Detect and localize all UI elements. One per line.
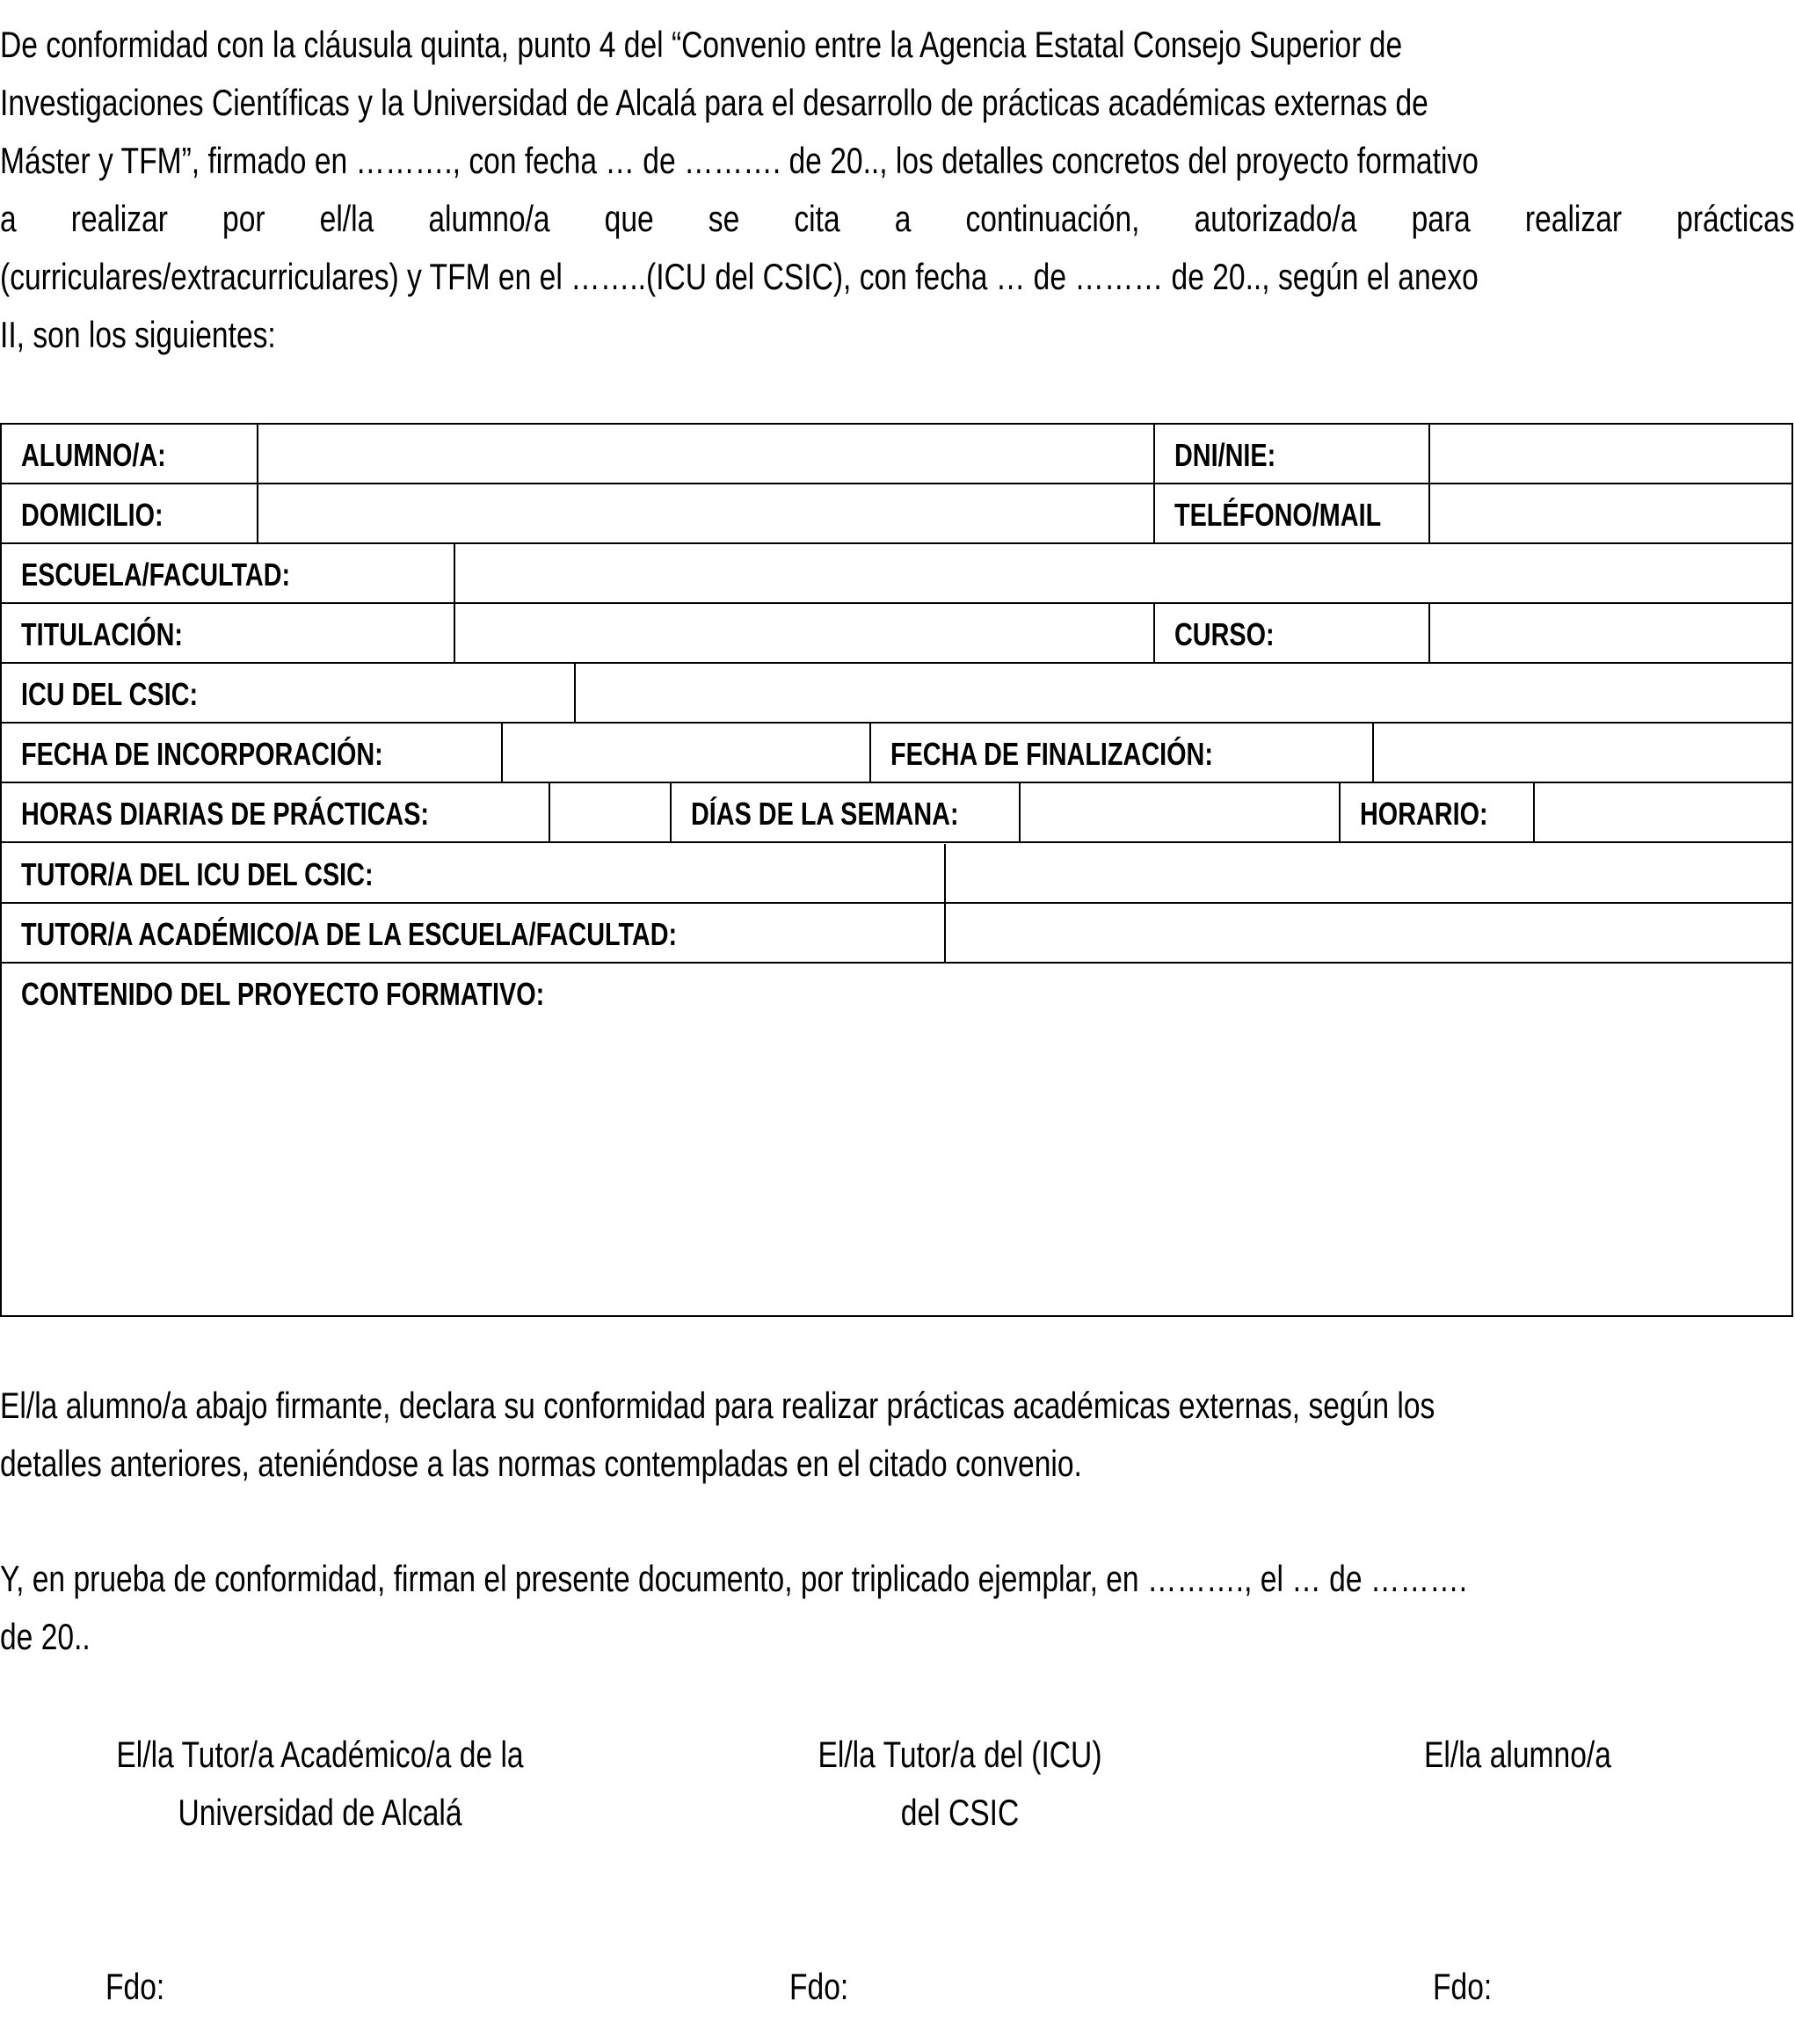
- intro-line: Investigaciones Científicas y la Universidad de Alcalá para el desarrollo de prácticas académicas externas de: [0, 82, 1428, 123]
- domicilio-label: DOMICILIO:: [21, 497, 164, 533]
- proof-paragraph: [0, 1550, 1795, 1666]
- horario-field[interactable]: [1533, 783, 1793, 841]
- signature-title-line2: del CSIC: [900, 1792, 1020, 1833]
- fecha-fin-label: FECHA DE FINALIZACIÓN:: [890, 736, 1213, 772]
- signature-fdo-icu-tutor: Fdo:: [789, 1966, 849, 2007]
- proof-line: Y, en prueba de conformidad, firman el presente documento, por triplicado ejemplar, en ………., el … de ……….: [0, 1558, 1468, 1599]
- label-cell-horas: [2, 783, 549, 841]
- label-cell-telefono: [1153, 484, 1428, 542]
- telefono-label: TELÉFONO/MAIL: [1174, 497, 1382, 533]
- tutor-icu-field[interactable]: [944, 844, 1793, 902]
- intro-line: II, son los siguientes:: [0, 314, 276, 355]
- declaration-paragraph: [0, 1377, 1795, 1493]
- titulacion-label: TITULACIÓN:: [21, 616, 183, 652]
- dias-field[interactable]: [1019, 783, 1339, 841]
- signature-fdo-academic-tutor: Fdo:: [105, 1966, 165, 2007]
- label-cell-domicilio: [2, 484, 257, 542]
- declaration-line: detalles anteriores, ateniéndose a las normas contempladas en el citado convenio.: [0, 1443, 1082, 1484]
- dni-label: DNI/NIE:: [1174, 437, 1276, 473]
- intro-paragraph: [0, 16, 1795, 364]
- tutor-icu-label: TUTOR/A DEL ICU DEL CSIC:: [21, 856, 374, 892]
- label-cell-icu: [2, 664, 574, 722]
- intro-line: (curriculares/extracurriculares) y TFM en el ……..(ICU del CSIC), con fecha … de ……… de 20.., según el anexo: [0, 256, 1479, 297]
- escuela-field[interactable]: [454, 544, 1793, 602]
- label-cell-alumno: [2, 425, 257, 483]
- fecha-inicio-field[interactable]: [501, 724, 869, 782]
- row-tutor-academico: [2, 904, 1791, 964]
- row-tutor-icu: [2, 844, 1791, 904]
- icu-field[interactable]: [574, 664, 1793, 722]
- label-cell-curso: [1153, 604, 1428, 662]
- proof-line: de 20..: [0, 1616, 91, 1657]
- horario-label: HORARIO:: [1360, 796, 1488, 832]
- label-cell-tutor-academico: [2, 904, 944, 962]
- intro-line: De conformidad con la cláusula quinta, punto 4 del “Convenio entre la Agencia Estatal Consejo Superior de: [0, 24, 1403, 65]
- horas-label: HORAS DIARIAS DE PRÁCTICAS:: [21, 796, 430, 832]
- row-titulacion: [2, 604, 1791, 664]
- signature-icu-tutor: [784, 1726, 1136, 1842]
- telefono-field[interactable]: [1428, 484, 1793, 542]
- curso-field[interactable]: [1428, 604, 1793, 662]
- label-cell-tutor-icu: [2, 844, 944, 902]
- tutor-academico-label: TUTOR/A ACADÉMICO/A DE LA ESCUELA/FACULTAD:: [21, 916, 678, 952]
- signature-title-line1: El/la Tutor/a del (ICU): [818, 1734, 1102, 1775]
- dni-field[interactable]: [1428, 425, 1793, 483]
- row-alumno: [2, 425, 1791, 484]
- fecha-fin-field[interactable]: [1372, 724, 1793, 782]
- signature-title-line1: El/la Tutor/a Académico/a de la: [116, 1734, 524, 1775]
- label-cell-fecha-inicio: [2, 724, 501, 782]
- label-cell-escuela: [2, 544, 454, 602]
- contenido-field[interactable]: [2, 964, 1791, 1317]
- signature-title-line1: El/la alumno/a: [1424, 1734, 1611, 1775]
- alumno-field[interactable]: [257, 425, 1153, 483]
- fecha-inicio-label: FECHA DE INCORPORACIÓN:: [21, 736, 383, 772]
- signature-academic-tutor: [67, 1726, 573, 1842]
- row-horas: [2, 783, 1791, 843]
- declaration-line: El/la alumno/a abajo firmante, declara su conformidad para realizar prácticas académicas externas, según los: [0, 1385, 1435, 1426]
- contenido-label: CONTENIDO DEL PROYECTO FORMATIVO:: [21, 976, 545, 1012]
- label-cell-dias: [670, 783, 1019, 841]
- row-fechas: [2, 724, 1791, 783]
- domicilio-field[interactable]: [257, 484, 1153, 542]
- practice-details-table: [0, 423, 1793, 1317]
- dias-label: DÍAS DE LA SEMANA:: [691, 796, 959, 832]
- intro-line: a realizar por el/la alumno/a que se cita a continuación, autorizado/a para realizar prácticas: [0, 198, 1795, 239]
- titulacion-field[interactable]: [454, 604, 1153, 662]
- label-cell-titulacion: [2, 604, 454, 662]
- signature-fdo-student: Fdo:: [1433, 1966, 1493, 2007]
- escuela-label: ESCUELA/FACULTAD:: [21, 556, 291, 593]
- horas-field[interactable]: [549, 783, 670, 841]
- row-domicilio: [2, 484, 1791, 544]
- row-escuela: [2, 544, 1791, 604]
- intro-line: Máster y TFM”, firmado en ………., con fecha … de ………. de 20.., los detalles concretos del proyecto formativo: [0, 140, 1479, 181]
- tutor-academico-field[interactable]: [944, 904, 1793, 962]
- icu-label: ICU DEL CSIC:: [21, 676, 199, 712]
- label-cell-dni: [1153, 425, 1428, 483]
- alumno-label: ALUMNO/A:: [21, 437, 166, 473]
- curso-label: CURSO:: [1174, 616, 1275, 652]
- signature-student: [1424, 1726, 1677, 1784]
- label-cell-fecha-fin: [869, 724, 1372, 782]
- row-icu: [2, 664, 1791, 724]
- signature-title-line2: Universidad de Alcalá: [178, 1792, 462, 1833]
- label-cell-horario: [1339, 783, 1533, 841]
